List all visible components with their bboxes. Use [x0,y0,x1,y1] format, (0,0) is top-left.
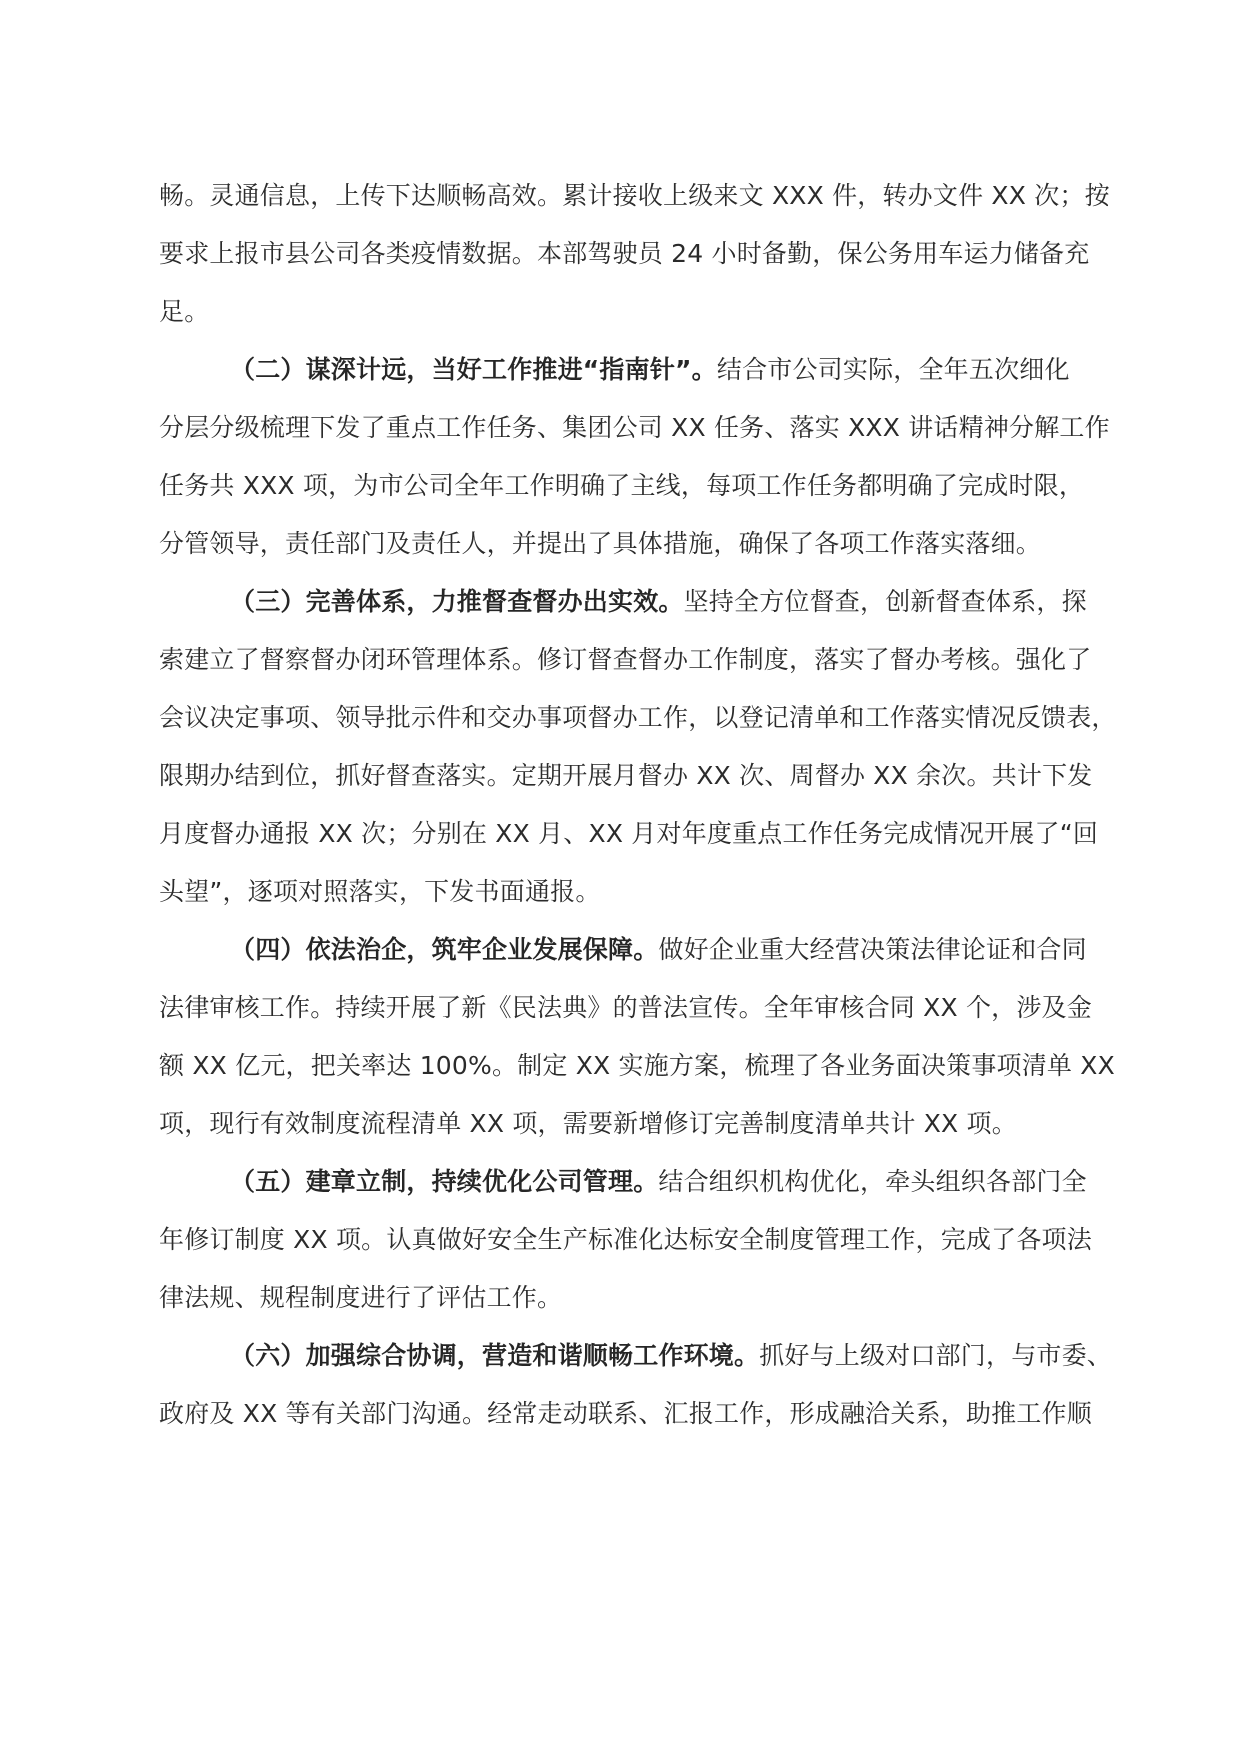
paragraph-line: 年修订制度 XX 项。认真做好安全生产标准化达标安全制度管理工作，完成了各项法 [159,1225,1092,1254]
paragraph-line: 要求上报市县公司各类疫情数据。本部驾驶员 24 小时备勤，保公务用车运力储备充 [159,239,1090,268]
section-heading: （四）依法治企，筑牢企业发展保障。 [230,935,659,964]
section-heading-line: （五）建章立制，持续优化公司管理。结合组织机构优化，牵头组织各部门全 [230,1167,1087,1196]
section-heading-line: （二）谋深计远，当好工作推进“指南针”。结合市公司实际，全年五次细化 [230,355,1070,384]
paragraph-line: 律法规、规程制度进行了评估工作。 [159,1283,563,1312]
section-heading: （二）谋深计远，当好工作推进“指南针”。 [230,355,717,384]
paragraph-line: 任务共 XXX 项，为市公司全年工作明确了主线，每项工作任务都明确了完成时限， [159,471,1085,500]
paragraph-line: 头望”，逐项对照落实，下发书面通报。 [159,877,601,906]
section-heading-line: （六）加强综合协调，营造和谐顺畅工作环境。抓好与上级对口部门，与市委、 [230,1341,1113,1370]
paragraph-line: 足。 [159,297,210,326]
paragraph-line: 额 XX 亿元，把关率达 100%。制定 XX 实施方案，梳理了各业务面决策事项清单 XX [159,1051,1115,1080]
section-heading: （三）完善体系，力推督查督办出实效。 [230,587,684,616]
section-heading: （六）加强综合协调，营造和谐顺畅工作环境。 [230,1341,760,1370]
section-heading-line: （三）完善体系，力推督查督办出实效。坚持全方位督查，创新督查体系，探 [230,587,1087,616]
paragraph-line: 政府及 XX 等有关部门沟通。经常走动联系、汇报工作，形成融洽关系，助推工作顺 [159,1399,1092,1428]
paragraph-line: 限期办结到位，抓好督查落实。定期开展月督办 XX 次、周督办 XX 余次。共计下发 [159,761,1093,790]
paragraph-line: 分层分级梳理下发了重点工作任务、集团公司 XX 任务、落实 XXX 讲话精神分解工作 [159,413,1110,442]
section-heading-line: （四）依法治企，筑牢企业发展保障。做好企业重大经营决策法律论证和合同 [230,935,1087,964]
paragraph-line: 月度督办通报 XX 次；分别在 XX 月、XX 月对年度重点工作任务完成情况开展了“回 [159,819,1099,848]
paragraph-line: 项，现行有效制度流程清单 XX 项，需要新增修订完善制度清单共计 XX 项。 [159,1109,1017,1138]
paragraph-line: 分管领导，责任部门及责任人，并提出了具体措施，确保了各项工作落实落细。 [159,529,1042,558]
section-heading: （五）建章立制，持续优化公司管理。 [230,1167,659,1196]
paragraph-line: 畅。灵通信息，上传下达顺畅高效。累计接收上级来文 XXX 件，转办文件 XX 次；按 [159,181,1110,210]
paragraph-line: 会议决定事项、领导批示件和交办事项督办工作，以登记清单和工作落实情况反馈表， [159,703,1117,732]
paragraph-line: 法律审核工作。持续开展了新《民法典》的普法宣传。全年审核合同 XX 个，涉及金 [159,993,1092,1022]
paragraph-line: 索建立了督察督办闭环管理体系。修订督查督办工作制度，落实了督办考核。强化了 [159,645,1092,674]
